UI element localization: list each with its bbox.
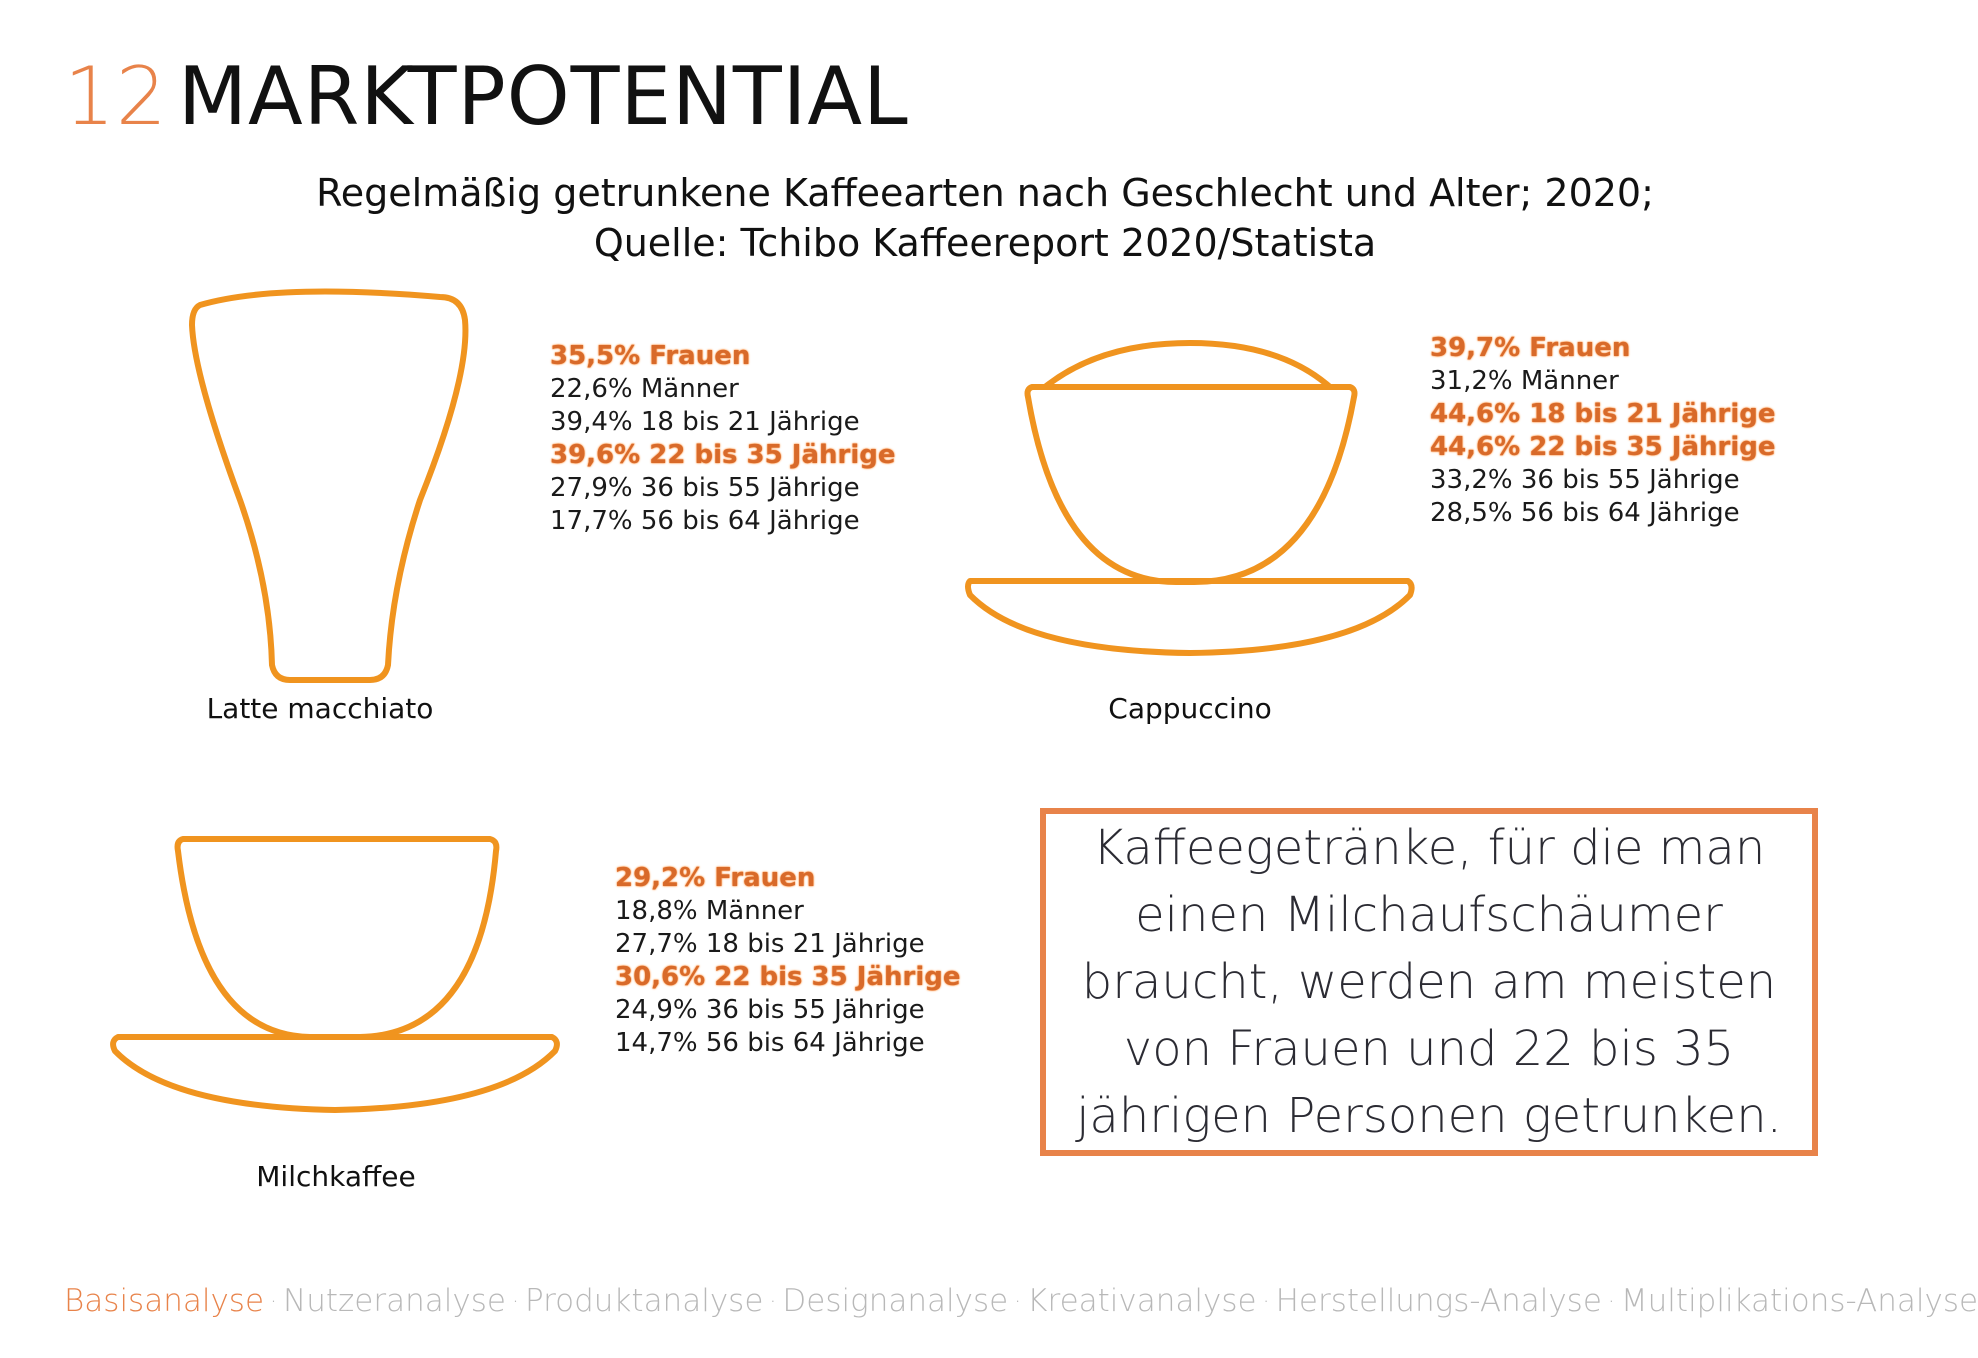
stat-line: 29,2% Frauen (615, 863, 816, 893)
latte-macchiato-glass-icon (180, 285, 480, 685)
cappuccino-cup-icon (960, 335, 1420, 665)
nav-item-herstellungs-analyse[interactable]: Herstellungs-Analyse (1275, 1283, 1602, 1319)
nav-item-designanalyse[interactable]: Designanalyse (782, 1283, 1009, 1319)
nav-separator: · (270, 1290, 278, 1315)
summary-line: einen Milchaufschäumer (1135, 886, 1723, 943)
stat-line: 18,8% Männer (615, 896, 804, 926)
nav-item-multiplikations-analyse[interactable]: Multiplikations-Analyse (1620, 1283, 1978, 1319)
stat-line: 31,2% Männer (1430, 366, 1619, 396)
stat-line: 28,5% 56 bis 64 Jährige (1430, 498, 1740, 528)
nav-separator: · (769, 1290, 777, 1315)
summary-line: braucht, werden am meisten (1081, 953, 1777, 1010)
milchkaffee-caption: Milchkaffee (256, 1160, 416, 1193)
summary-line: jährigen Personen getrunken. (1076, 1087, 1782, 1144)
nav-item-produktanalyse[interactable]: Produktanalyse (524, 1283, 764, 1319)
latte-macchiato-caption: Latte macchiato (206, 692, 434, 725)
milchkaffee-stats (615, 862, 960, 1060)
stat-line: 39,7% Frauen (1430, 333, 1631, 363)
stat-line: 44,6% 22 bis 35 Jährige (1430, 432, 1776, 462)
summary-box (1040, 808, 1818, 1156)
stat-line: 39,4% 18 bis 21 Jährige (550, 407, 860, 437)
nav-item-basisanalyse[interactable]: Basisanalyse (64, 1283, 265, 1319)
summary-line: Kaffeegetränke, für die man (1092, 819, 1766, 876)
cappuccino-stats (1430, 332, 1775, 530)
nav-separator: · (511, 1290, 519, 1315)
nav-separator: · (1607, 1290, 1615, 1315)
subtitle-line-2: Quelle: Tchibo Kaffeereport 2020/Statista (593, 221, 1377, 265)
latte-macchiato-stats (550, 340, 895, 538)
stat-line: 27,9% 36 bis 55 Jährige (550, 473, 860, 503)
page-title: MARKTPOTENTIAL (178, 50, 909, 143)
nav-separator: · (1262, 1290, 1270, 1315)
stat-line: 14,7% 56 bis 64 Jährige (615, 1028, 925, 1058)
nav-item-kreativanalyse[interactable]: Kreativanalyse (1027, 1283, 1257, 1319)
summary-text (1059, 815, 1799, 1150)
stat-line: 22,6% Männer (550, 374, 739, 404)
chart-subtitle (160, 168, 1810, 268)
nav-separator: · (1014, 1290, 1022, 1315)
section-number: 12 (64, 50, 168, 143)
nav-item-nutzeranalyse[interactable]: Nutzeranalyse (283, 1283, 506, 1319)
stat-line: 35,5% Frauen (550, 341, 751, 371)
stat-line: 33,2% 36 bis 55 Jährige (1430, 465, 1740, 495)
footer-navigation (64, 1283, 1978, 1319)
subtitle-line-1: Regelmäßig getrunkene Kaffeearten nach Geschlecht und Alter; 2020; (316, 171, 1654, 215)
stat-line: 30,6% 22 bis 35 Jährige (615, 962, 961, 992)
stat-line: 39,6% 22 bis 35 Jährige (550, 440, 896, 470)
stat-line: 24,9% 36 bis 55 Jährige (615, 995, 925, 1025)
milchkaffee-cup-icon (100, 825, 570, 1135)
stat-line: 27,7% 18 bis 21 Jährige (615, 929, 925, 959)
stat-line: 17,7% 56 bis 64 Jährige (550, 506, 860, 536)
summary-line: von Frauen und 22 bis 35 (1123, 1020, 1735, 1077)
cappuccino-caption: Cappuccino (1108, 692, 1272, 725)
stat-line: 44,6% 18 bis 21 Jährige (1430, 399, 1776, 429)
